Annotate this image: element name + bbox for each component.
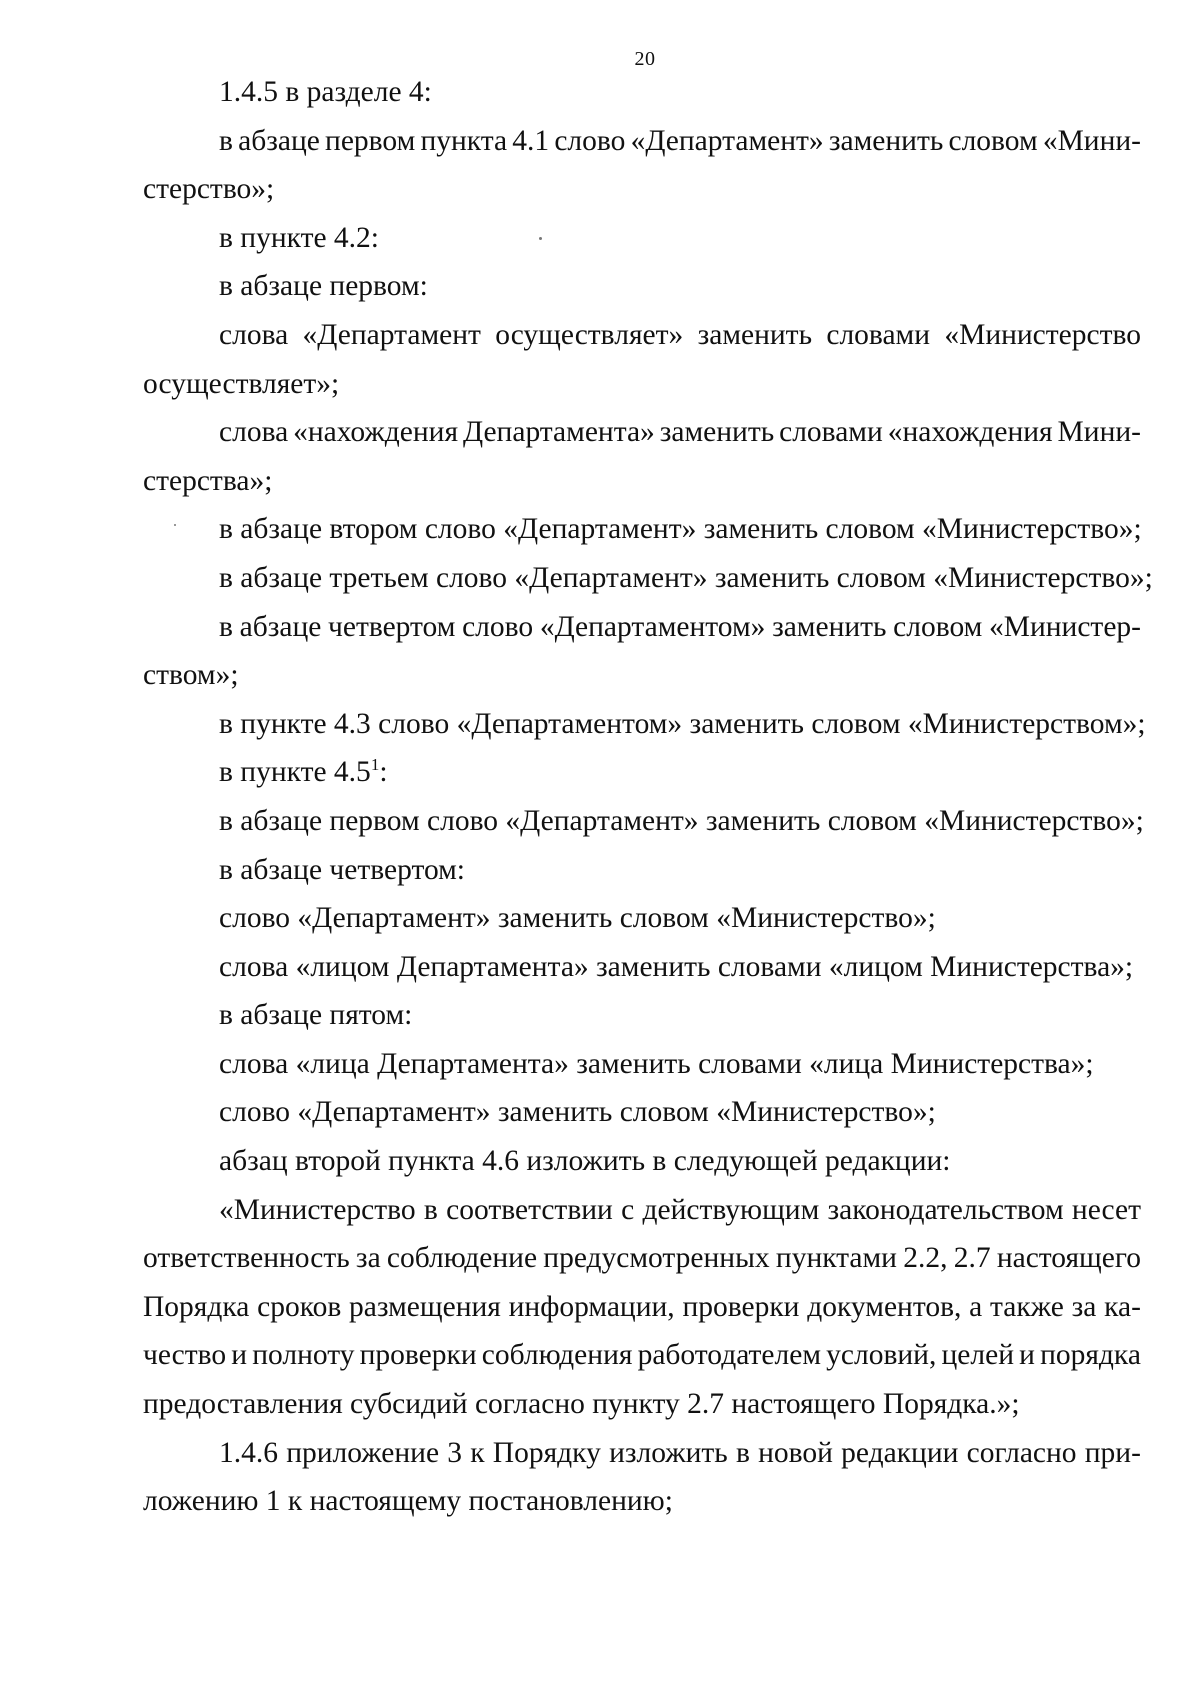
text-line-justified	[143, 1429, 1141, 1478]
word: настоящего	[996, 1242, 1141, 1275]
word: к	[470, 1436, 485, 1469]
text-line: стерство»;	[143, 173, 275, 206]
word: согласно	[966, 1436, 1077, 1469]
text-line: в пункте 4.3 слово «Департаментом» заменить словом «Министерством»;	[219, 707, 1146, 740]
word: слова	[219, 416, 289, 449]
word: заменить	[828, 124, 944, 157]
word: «Министерство	[944, 318, 1141, 351]
word: абзаце	[238, 124, 320, 157]
word: проверки	[682, 1290, 800, 1323]
word: предусмотренных	[543, 1242, 770, 1275]
word: ка-	[1104, 1290, 1141, 1323]
word: условий,	[826, 1339, 937, 1372]
text-line-justified	[143, 1186, 1141, 1235]
word: «Мини-	[1042, 124, 1141, 157]
word: и	[231, 1339, 248, 1372]
word: заменить	[697, 318, 813, 351]
document-body	[143, 68, 1153, 1526]
word: пункта	[420, 124, 508, 157]
word: словом	[893, 610, 983, 643]
word: за	[355, 1242, 381, 1275]
text-line: слово «Департамент» заменить словом «Министерство»;	[219, 902, 936, 935]
text-line: слова «лицом Департамента» заменить словами «лицом Министерства»;	[219, 950, 1134, 983]
text-line-justified	[143, 311, 1141, 360]
text-line: осуществляет»;	[143, 367, 340, 400]
word: «Департамент	[302, 318, 481, 351]
word: ответственность	[143, 1242, 350, 1275]
text-line-justified	[143, 1331, 1141, 1380]
word: пунктами	[775, 1242, 897, 1275]
word: целей	[941, 1339, 1014, 1372]
point-label: в пункте 4.5	[219, 756, 371, 789]
word: абзаце	[239, 610, 322, 643]
word: порядка	[1040, 1339, 1141, 1372]
text-line: в абзаце втором слово «Департамент» заменить словом «Министерство»;	[219, 513, 1142, 546]
word: при-	[1084, 1436, 1141, 1469]
word: соблюдения	[481, 1339, 633, 1372]
word: заменить	[659, 416, 775, 449]
word: четвертом	[328, 610, 456, 643]
word: редакции	[841, 1436, 959, 1469]
text-line: предоставления субсидий согласно пункту 2.7 настоящего Порядка.»;	[143, 1388, 1020, 1421]
word: и	[1019, 1339, 1035, 1372]
word: в	[735, 1436, 750, 1469]
word: Порядка	[143, 1290, 250, 1323]
word: словами	[779, 416, 883, 449]
word: документов,	[807, 1290, 962, 1323]
word: «Министер-	[989, 610, 1141, 643]
word: слово	[462, 610, 534, 643]
word: 1.4.6	[219, 1436, 278, 1469]
word: за	[1071, 1290, 1097, 1323]
word: осуществляет»	[495, 318, 684, 351]
text-line-justified	[143, 1234, 1141, 1283]
text-line: ложению 1 к настоящему постановлению;	[143, 1485, 673, 1518]
word: изложить	[609, 1436, 728, 1469]
word: «нахождения	[887, 416, 1053, 449]
word: словами	[826, 318, 931, 351]
colon: :	[379, 756, 388, 789]
word: сроков	[257, 1290, 342, 1323]
text-line: абзац второй пункта 4.6 изложить в следующей редакции:	[219, 1145, 951, 1178]
word: работодателем	[637, 1339, 822, 1372]
word: а	[969, 1290, 983, 1323]
word: слово	[554, 124, 626, 157]
word: 4.1	[512, 124, 550, 157]
text-line-justified	[143, 1283, 1141, 1332]
word: действующим	[642, 1193, 820, 1226]
word: 2.2,	[903, 1242, 948, 1275]
text-line: в абзаце третьем слово «Департамент» заменить словом «Министерство»;	[219, 561, 1153, 594]
text-line: 1.4.5 в разделе 4:	[219, 76, 432, 108]
word: в	[423, 1193, 438, 1226]
word: соблюдение	[386, 1242, 538, 1275]
word: заменить	[772, 610, 887, 643]
word: в	[219, 610, 233, 643]
word: приложение	[286, 1436, 440, 1469]
text-line: слово «Департамент» заменить словом «Министерство»;	[219, 1096, 936, 1129]
text-line	[143, 748, 1141, 797]
text-line-justified	[143, 117, 1141, 166]
word: чество	[143, 1339, 227, 1372]
word: 3	[447, 1436, 463, 1469]
word: «Департамент»	[630, 124, 824, 157]
word: «нахождения	[293, 416, 459, 449]
word: 2.7	[953, 1242, 991, 1275]
word: информации,	[508, 1290, 675, 1323]
word: в	[219, 124, 233, 157]
word: «Министерство	[219, 1193, 416, 1226]
text-line-justified	[143, 603, 1141, 652]
superscript-index: 1	[370, 755, 380, 775]
text-line: в абзаце пятом:	[219, 999, 413, 1032]
word: соответствии	[446, 1193, 613, 1226]
text-line: слова «лица Департамента» заменить словами «лица Министерства»;	[219, 1047, 1094, 1080]
text-line: ством»;	[143, 659, 239, 692]
text-line-justified	[143, 408, 1141, 457]
word: также	[990, 1290, 1064, 1323]
word: Департамента»	[462, 416, 655, 449]
text-line: в абзаце первом:	[219, 270, 428, 303]
word: первом	[325, 124, 416, 157]
text-line: в абзаце четвертом:	[219, 853, 465, 886]
word: полноту	[252, 1339, 355, 1372]
text-line: стерства»;	[143, 464, 273, 497]
text-line: в пункте 4.2:	[219, 221, 380, 254]
word: «Департаментом»	[539, 610, 766, 643]
word: Мини-	[1057, 416, 1141, 449]
text-line: в абзаце первом слово «Департамент» заменить словом «Министерство»;	[219, 804, 1144, 837]
word: слова	[219, 318, 289, 351]
word: размещения	[349, 1290, 501, 1323]
word: Порядку	[492, 1436, 601, 1469]
word: новой	[758, 1436, 833, 1469]
word: словом	[948, 124, 1038, 157]
word: несет	[1071, 1193, 1141, 1226]
page-number: 20	[634, 48, 656, 70]
word: проверки	[359, 1339, 477, 1372]
word: законодательством	[827, 1193, 1064, 1226]
word: с	[621, 1193, 635, 1226]
